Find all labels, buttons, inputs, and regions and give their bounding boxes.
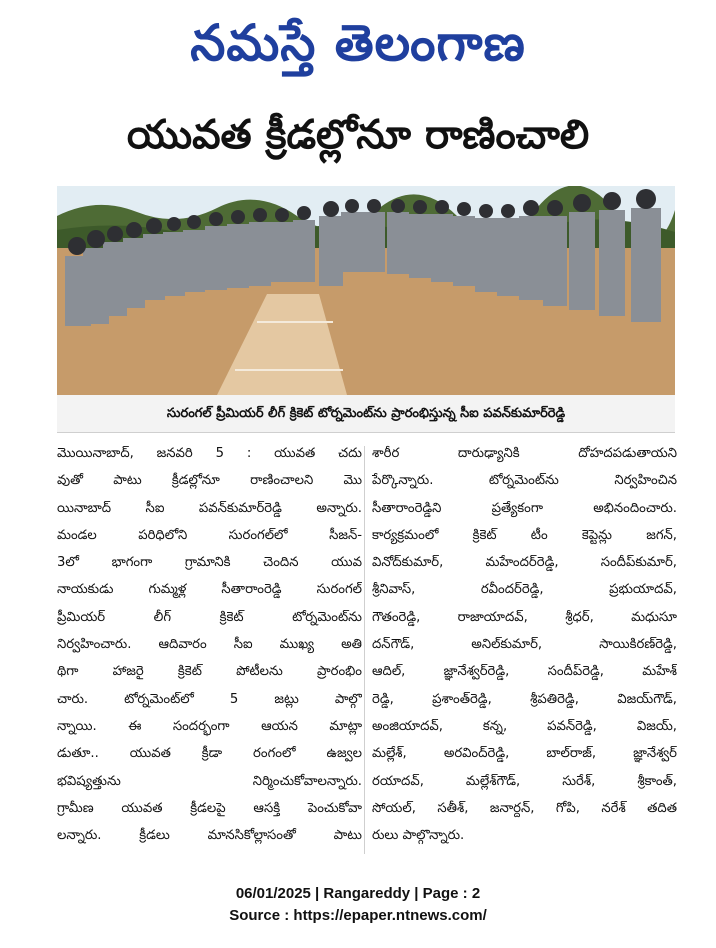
article-line: నిర్వహించారు. ఆదివారం సీఐ ముఖ్య అతి: [57, 637, 362, 653]
article-line: గ్రామీణ యువత క్రీడలపై ఆసక్తి పెంచుకోవా: [57, 800, 362, 816]
article-line: భవిష్యత్తును నిర్మించుకోవాలన్నారు.: [57, 773, 362, 789]
newspaper-masthead: నమస్తే తెలంగాణ: [190, 14, 526, 72]
article-line: రెడ్డి, ప్రశాంత్‌రెడ్డి, శ్రీపతిరెడ్డి, విజయ్‌గౌడ్,: [372, 691, 677, 707]
article-line: రయాదవ్, మల్లేశ్‌గౌడ్, సురేశ్, శ్రీకాంత్,: [372, 773, 677, 789]
article-line: సీతారాంరెడ్డిని ప్రత్యేకంగా అభినందించారు.: [372, 500, 677, 516]
article-line: మల్లేశ్, అరవింద్‌రెడ్డి, బాల్‌రాజ్, జ్ఞానేశ్వర్: [372, 746, 677, 762]
article-line: వినోద్‌కుమార్, మహేందర్‌రెడ్డి, సందీప్‌కుమార్,: [372, 555, 677, 571]
article-column-left: [57, 440, 362, 849]
article-line: నాయకుడు గుమ్మళ్ల సీతారాంరెడ్డి సురంగల్: [57, 582, 362, 598]
article-headline: యువత క్రీడల్లోనూ రాణించాలి: [126, 112, 590, 158]
article-line: ఆదిల్, జ్ఞానేశ్వర్‌రెడ్డి, సందీప్‌రెడ్డి, మహేశ్: [372, 664, 677, 680]
photo-caption-bar: [57, 395, 675, 433]
article-line: గౌతంరెడ్డి, రాజాయాదవ్, శ్రీధర్, మధుసూ: [372, 609, 677, 625]
article-line: అంజియాదవ్, కన్న, పవన్‌రెడ్డి, విజయ్,: [372, 718, 677, 734]
article-line: యినాబాద్ సీఐ పవన్‌కుమార్‌రెడ్డి అన్నారు.: [57, 500, 362, 516]
article-photo: [57, 186, 675, 395]
article-line: లన్నారు. క్రీడలు మానసికోల్లాసంతో పాటు: [57, 828, 362, 844]
article-line: పేర్కొన్నారు. టోర్నమెంట్‌ను నిర్వహించిన: [372, 473, 677, 489]
article-line: శ్రీనివాస్, రవీందర్‌రెడ్డి, ప్రభుయాదవ్,: [372, 582, 677, 598]
article-line: థిగా హాజరై క్రికెట్ పోటీలను ప్రారంభిం: [57, 664, 362, 680]
article-line: న్నాయి. ఈ సందర్భంగా ఆయన మాట్లా: [57, 718, 362, 734]
article-line: డుతూ.. యువత క్రీడా రంగంలో ఉజ్వల: [57, 746, 362, 762]
article-line: మొయినాబాద్, జనవరి 5 : యువత చదు: [57, 446, 362, 461]
footer-date-line: 06/01/2025 | Rangareddy | Page : 2: [235, 885, 481, 902]
article-line: చారు. టోర్నమెంట్‌లో 5 జట్లు పాల్గొ: [57, 691, 362, 707]
article-line: మండల పరిధిలోని సురంగల్‌లో సీజన్-: [57, 527, 362, 543]
photo-caption: సురంగల్ ప్రీమియర్ లీగ్ క్రికెట్ టోర్నమెంట్‌ను ప్రారంభిస్తున్న సీఐ పవన్‌కుమార్‌రెడ్డి: [166, 406, 566, 421]
article-line: 3లో భాగంగా గ్రామానికి చెందిన యువ: [57, 555, 362, 571]
article-line: ప్రీమియర్ లీగ్ క్రికెట్ టోర్నమెంట్‌ను: [57, 609, 362, 625]
article-line: రులు పాల్గొన్నారు.: [372, 828, 465, 844]
article-column-right: [372, 440, 677, 849]
article-line: వుతో పాటు క్రీడల్లోనూ రాణించాలని మొ: [57, 473, 362, 489]
article-line: సోయల్, సతీశ్, జనార్దన్, గోపి, నరేశ్ తదిత: [372, 800, 677, 816]
column-divider: [364, 446, 365, 854]
article-line: శారీర దారుఢ్యానికి దోహదపడుతాయని: [372, 446, 677, 461]
article-line: కార్యక్రమంలో క్రికెట్ టీం కెప్టెన్లు జగన్,: [372, 527, 677, 543]
article-line: దన్‌గౌడ్, అనిల్‌కుమార్, సాయికిరణ్‌రెడ్డి,: [372, 637, 677, 653]
footer-source-line: Source : https://epaper.ntnews.com/: [229, 907, 487, 924]
